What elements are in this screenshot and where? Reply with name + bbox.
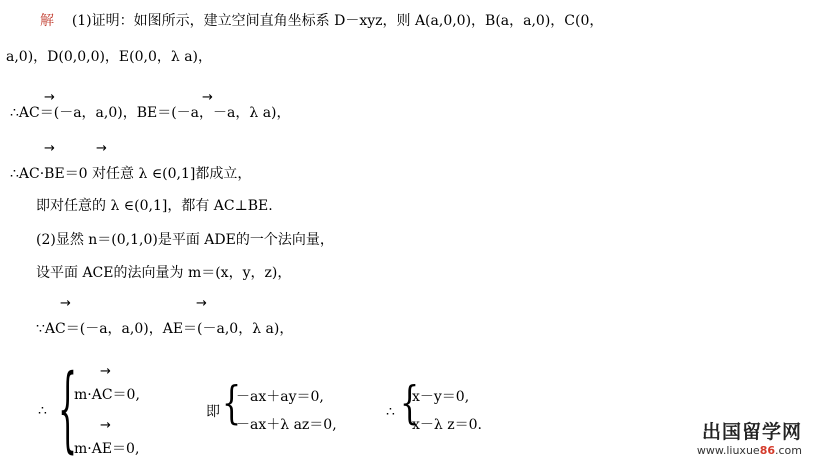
line-4 [10, 165, 251, 183]
vector-arrow-icon: → [100, 418, 111, 433]
line-text: ∵AC＝(－a，a,0)，AE＝(－a,0，λ a)， [36, 321, 294, 337]
therefore-symbol: ∴ [38, 403, 47, 419]
line-text: ∴AC＝(－a，a,0)，BE＝(－a，－a，λ a)， [10, 105, 291, 121]
equation-b-1: x－y＝0, [412, 389, 470, 405]
equation-a-2: －ax＋λ az＝0, [236, 417, 337, 433]
line-text: ∴AC·BE＝0 对任意 λ ∈(0,1]都成立， [10, 166, 252, 182]
left-brace-icon: { [58, 356, 78, 465]
left-brace-icon: { [400, 377, 420, 430]
vector-arrow-icon: → [44, 141, 55, 156]
line-2 [6, 48, 212, 66]
solution-label: 解 [40, 13, 54, 29]
vector-arrow-icon: → [96, 141, 107, 156]
line-text: 即对任意的 λ ∈(0,1]，都有 AC⊥BE. [36, 198, 273, 214]
left-brace-icon: { [222, 377, 242, 430]
line-1 [40, 12, 603, 30]
vector-arrow-icon: → [100, 364, 111, 379]
line-6 [36, 231, 334, 249]
vector-arrow-icon: → [202, 90, 213, 105]
line-3 [10, 104, 291, 122]
line-7 [36, 264, 291, 282]
ji-symbol: 即 [206, 404, 220, 420]
therefore-symbol-2: ∴ [386, 404, 395, 420]
vector-arrow-icon: → [196, 296, 207, 311]
line-5 [36, 197, 273, 215]
watermark-url: www.liuxue86.com [696, 444, 802, 457]
equation-a-1: －ax＋ay＝0, [236, 389, 324, 405]
vector-arrow-icon: → [44, 90, 55, 105]
line-text: 设平面 ACE的法向量为 m＝(x，y，z)， [36, 265, 292, 281]
vector-arrow-icon: → [60, 296, 71, 311]
line-8 [36, 320, 293, 338]
vector-equation-1: m·AC＝0, [74, 387, 140, 403]
line-text: (2)显然 n＝(0,1,0)是平面 ADE的一个法向量， [36, 232, 334, 248]
watermark [697, 417, 802, 457]
line-text: (1)证明：如图所示，建立空间直角坐标系 D－xyz，则 A(a,0,0)，B(a，a,0)，C(0， [71, 13, 604, 29]
line-text: a,0)，D(0,0,0)，E(0,0，λ a)， [6, 49, 213, 65]
watermark-chinese: 出国留学网 [701, 421, 802, 443]
vector-equation-2: m·AE＝0, [74, 441, 140, 457]
equation-b-2: x－λ z＝0. [412, 417, 482, 433]
